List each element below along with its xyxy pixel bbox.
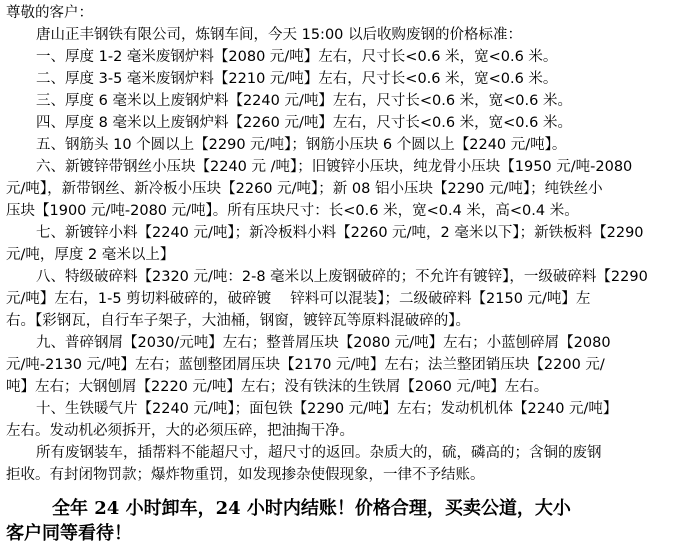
item-8-line-2: 元/吨】左右，1-5 剪切料破碎的，破碎镀 锌料可以混装】；二级破碎料【2150 元/吨】左 <box>6 291 591 307</box>
item-6-line-1: 六、新镀锌带钢丝小压块【2240 元 /吨】；旧镀锌小压块，纯龙骨小压块【1950 元/吨-2080 <box>36 159 633 175</box>
item-9-line-2: 元/吨-2130 元/吨】左右；蓝刨整团屑压块【2170 元/吨】左右；法兰整团销压块【2200 元/ <box>6 357 605 373</box>
item-1-line: 一、厚度 1-2 毫米废钢炉料【2080 元/吨】左右，尺寸长<0.6 米，宽<0.6 米。 <box>36 49 558 65</box>
item-9-line-3: 吨】左右；大钢刨屑【2220 元/吨】左右；没有铁沫的生铁屑【2060 元/吨】左右。 <box>6 379 549 395</box>
item-3-line: 三、厚度 6 毫米以上废钢炉料【2240 元/吨】左右，尺寸长<0.6 米，宽<0.6 米。 <box>36 93 572 109</box>
item-10-line-1: 十、生铁暖气片【2240 元/吨】；面包铁【2290 元/吨】左右；发动机机体【2240 元/吨】 <box>36 401 618 417</box>
item-9-line-1: 九、普碎钢屑【2030/元吨】左右；整普屑压块【2080 元/吨】左右；小蓝刨碎屑【2080 <box>36 335 611 351</box>
rules-line-1: 所有废钢装车，插帮料不能超尺寸，超尺寸的返回。杂质大的，硫，磷高的；含铜的废钢 <box>36 445 602 461</box>
item-8-line-3: 右。【彩钢瓦，自行车子架子，大油桶，钢窗，镀锌瓦等原料混破碎的】。 <box>6 313 470 329</box>
salutation: 尊敬的客户： <box>6 5 93 21</box>
item-4-line: 四、厚度 8 毫米以上废钢炉料【2260 元/吨】左右，尺寸长<0.6 米，宽<0.6 米。 <box>36 115 572 131</box>
item-10-line-2: 左右。发动机必须拆开，大的必须压碎，把油掏干净。 <box>6 423 354 439</box>
price-notice-document <box>6 2 690 546</box>
item-7-line-1: 七、新镀锌小料【2240 元/吨】；新冷板料小料【2260 元/吨，2 毫米以下】；新铁板料【2290 <box>36 225 644 241</box>
item-5-line: 五、钢筋头 10 个圆以上【2290 元/吨】；钢筋小压块 6 个圆以上【2240 元/吨】。 <box>36 137 567 153</box>
item-7-line-2: 元/吨，厚度 2 毫米以上】 <box>6 247 175 263</box>
item-6-line-2: 元/吨】，新带钢丝、新冷板小压块【2260 元/吨】；新 08 铝小压块【2290 元/吨】；纯铁丝小 <box>6 181 603 197</box>
spacer <box>6 486 690 496</box>
intro-line: 唐山正丰钢铁有限公司，炼钢车间，今天 15:00 以后收购废钢的价格标准： <box>36 27 523 43</box>
footer-line-1: 全年 24 小时卸车，24 小时内结账！价格合理，买卖公道，大小 <box>52 498 571 519</box>
item-6-line-3: 压块【1900 元/吨-2080 元/吨】。所有压块尺寸：长<0.6 米，宽<0.4 米，高<0.4 米。 <box>6 203 579 219</box>
item-8-line-1: 八、特级破碎料【2320 元/吨：2-8 毫米以上废钢破碎的；不允许有镀锌】，一级破碎料【2290 <box>36 269 648 285</box>
footer-line-2: 客户同等看待！ <box>6 523 132 544</box>
rules-line-2: 拒收。有封闭物罚款；爆炸物重罚，如发现掺杂使假现象，一律不予结账。 <box>6 467 485 483</box>
item-2-line: 二、厚度 3-5 毫米废钢炉料【2210 元/吨】左右，尺寸长<0.6 米，宽<0.6 米。 <box>36 71 558 87</box>
